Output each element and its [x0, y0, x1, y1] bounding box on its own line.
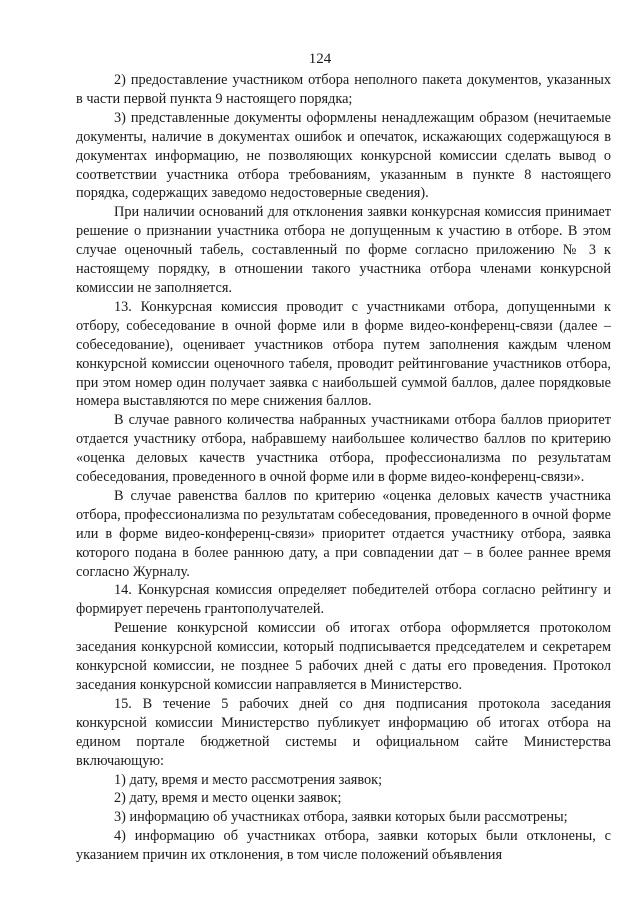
list-item: 2) дату, время и место оценки заявок;	[114, 790, 342, 807]
page-number: 124	[308, 51, 332, 67]
paragraph: 3) представленные документы оформлены ненадлежащим образом (нечитаемые документы, наличие в документах ошибок и опечаток, искажающих содержащуюся в документах информацию, не позволяющих конкурсной комиссии сделать вывод о соответствии участника отбора требованиям, указанным в пункте 8 настоящего порядка, содержащих заведомо недостоверные сведения).	[76, 109, 611, 202]
paragraph: Решение конкурсной комиссии об итогах отбора оформляется протоколом заседания конкурсной комиссии, который подписывается председателем и секретарем конкурсной комиссии, не позднее 5 рабочих дней с даты его проведения. Протокол заседания конкурсной комиссии направляется в Министерство.	[76, 620, 611, 693]
paragraph: 2) предоставление участником отбора неполного пакета документов, указанных в части первой пункта 9 настоящего порядка;	[76, 72, 611, 107]
document-body	[76, 71, 611, 865]
paragraph: В случае равенства баллов по критерию «оценка деловых качеств участника отбора, профессионализма по результатам собеседования, проведенного в очной форме или в форме видео-конференц-связи» приоритет отдается участнику отбора, заявка которого подана в более раннюю дату, а при совпадении дат – в более раннее время согласно Журналу.	[76, 487, 611, 580]
list-item: 1) дату, время и место рассмотрения заявок;	[114, 771, 383, 788]
list-item: 4) информацию об участниках отбора, заявки которых были отклонены, с указанием причин их отклонения, в том числе положений объявления	[76, 828, 611, 864]
paragraph: 13. Конкурсная комиссия проводит с участниками отбора, допущенными к отбору, собеседование в очной форме или в форме видео-конференц-связи (далее – собеседование), оценивает участников отбора путем заполнения каждым членом конкурсной комиссии оценочного табеля, проводит рейтингование участников отбора, при этом номер один получает заявка с наибольшей суммой баллов, далее порядковые номера выставляются по мере снижения баллов.	[76, 298, 611, 410]
paragraph: 15. В течение 5 рабочих дней со дня подписания протокола заседания конкурсной комиссии Министерство публикует информацию об итогах отбора на едином портале бюджетной системы и официальном сайте Министерства включающую:	[76, 695, 611, 769]
paragraph: В случае равного количества набранных участниками отбора баллов приоритет отдается участнику отбора, набравшему наибольшее количество баллов по критерию «оценка деловых качеств участника отбора, профессионализма по результатам собеседования, проведенного в очной форме или в форме видео-конференц-связи».	[76, 412, 611, 486]
paragraph: При наличии оснований для отклонения заявки конкурсная комиссия принимает решение о признании участника отбора не допущенным к участию в отборе. В этом случае оценочный табель, составленный по форме согласно приложению № 3 к настоящему порядку, в отношении такого участника отбора членами конкурсной комиссии не заполняется.	[76, 204, 611, 296]
paragraph: 14. Конкурсная комиссия определяет победителей отбора согласно рейтингу и формирует перечень грантополучателей.	[76, 582, 611, 618]
list-item: 3) информацию об участниках отбора, заявки которых были рассмотрены;	[114, 809, 568, 826]
